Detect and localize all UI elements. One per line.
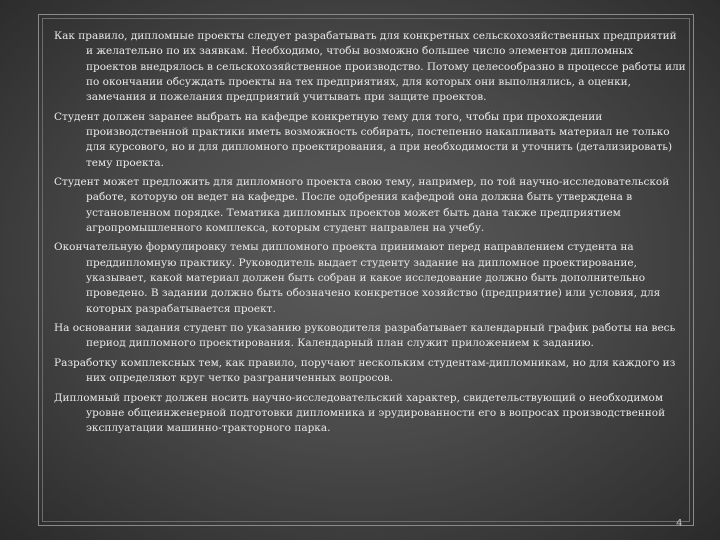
slide-body [54,29,686,441]
paragraph-research-character: Дипломный проект должен носить научно-исследовательский характер, свидетельствующий о необходимом уровне общеинженерной подготовки дипломника и эрудированности его в вопросах производственной эксплуатации машинно-тракторного парка. [54,391,666,435]
paragraph-final-wording: Окончательную формулировку темы дипломного проекта принимают перед направлением студента на преддипломную практику. Руководитель выдает студенту задание на дипломное проектирование, указывает, какой материал должен быть собран и какое исследование должно быть дополнительно проведено. В задании должно быть обозначено конкретное хозяйство (предприятие) или условия, для которых разрабатывается проект. [54,241,661,315]
paragraph-complex-topics: Разработку комплексных тем, как правило, поручают нескольким студентам-дипломникам, но для каждого из них определяют круг четко разграниченных вопросов. [54,356,676,385]
paragraph-early-choice: Студент должен заранее выбрать на кафедре конкретную тему для того, чтобы при прохождении производственной практики иметь возможность собирать, постепенно накапливать материал не только для курсового, но и для дипломного проектирования, а при необходимости и уточнить (детализировать) тему проекта. [54,110,673,169]
paragraph-own-topic: Студент может предложить для дипломного проекта свою тему, например, по той научно-исследовательской работе, которую он ведет на кафедре. После одобрения кафедрой она должна быть утверждена в установленном порядке. Тематика дипломных проектов может быть дана также предприятием агропромышленного комплекса, которым студент направлен на учебу. [54,176,670,234]
paragraph-schedule: На основании задания студент по указанию руководителя разрабатывает календарный график работы на весь период дипломного проектирования. Календарный план служит приложением к заданию. [54,322,676,350]
paragraph-topic-selection: Как правило, дипломные проекты следует разрабатывать для конкретных сельскохозяйственных предприятий и желательно по их заявкам. Необходимо, чтобы возможно большее число элементов дипломных проектов внедрялось в сельскохозяйственное производство. Потому целесообразно в процессе работы или по окончании обсуждать проекты на тех предприятиях, для которых они выполнялись, а оценки, замечания и пожелания предприятий учитывать при защите проектов. [54,30,686,104]
page-number: 4 [676,518,683,529]
